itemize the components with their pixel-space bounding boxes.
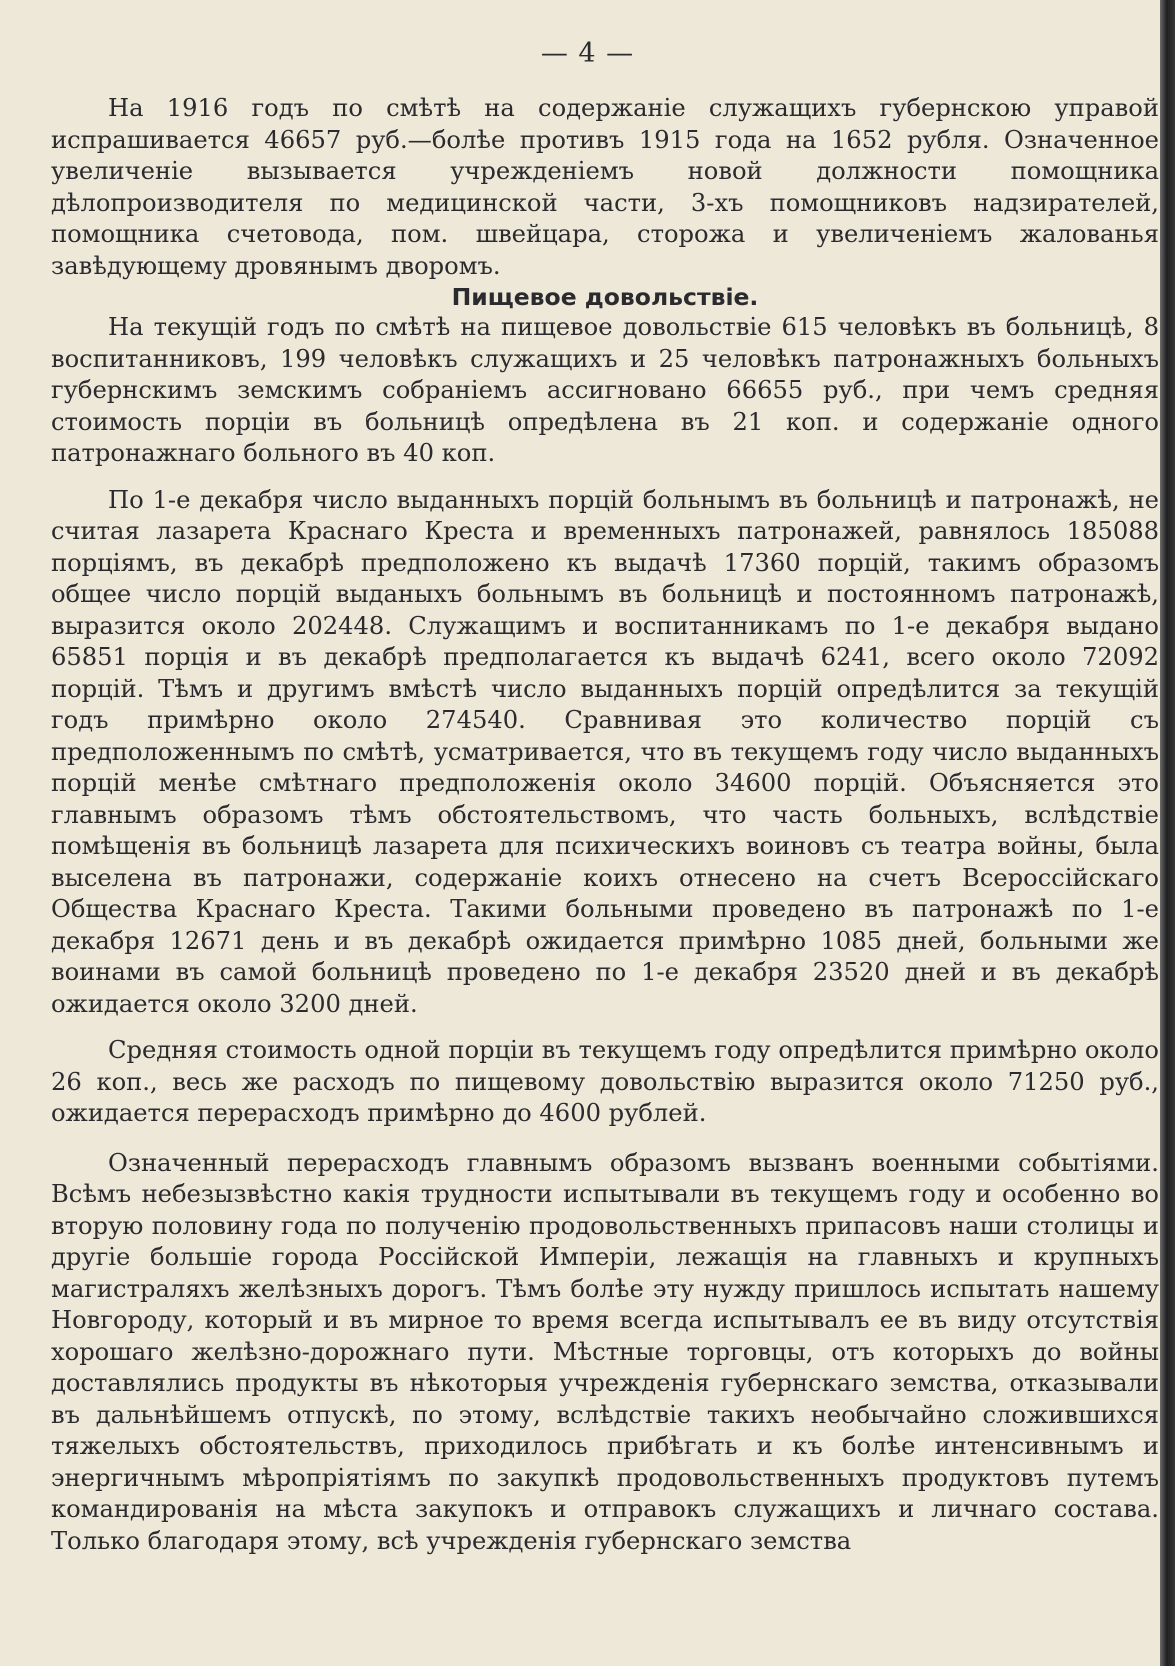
page-number: — 4 — (540, 38, 635, 69)
section-heading: Пищевое довольствіе. (451, 283, 759, 311)
paragraph-staff-salaries: На 1916 годъ по смѣтѣ на содержаніе служащихъ губернскою управой испрашивается 46657 руб.—болѣе противъ 1915 года на 1652 рубля. Означенное увеличеніе вызывается учрежденіемъ новой должности помощника дѣлопроизводителя по медицинской части, 3-хъ помощниковъ надзирателей, помощника счетовода, пом. швейцара, сторожа и увеличеніемъ жалованья завѣдующему дровянымъ дворомъ. (51, 94, 1159, 280)
book-binding-edge (1160, 0, 1175, 1666)
document-body (51, 93, 1159, 1557)
paragraph-portions-issued: По 1-е декабря число выданныхъ порцій больнымъ въ больницѣ и патронажѣ, не считая лазарета Краснаго Креста и временныхъ патронажей, равнялось 185088 порціямъ, въ декабрѣ предположено къ выдачѣ 17360 порцій, такимъ образомъ общее число порцій выданыхъ больнымъ въ больницѣ и постоянномъ патронажѣ, выразится около 202448. Служащимъ и воспитанникамъ по 1-е декабря выдано 65851 порція и въ декабрѣ предполагается къ выдачѣ 6241, всего около 72092 порцій. Тѣмъ и другимъ вмѣстѣ число выданныхъ порцій опредѣлится за текущій годъ примѣрно около 274540. Сравнивая это количество порцій съ предположеннымъ по смѣтѣ, усматривается, что въ текущемъ году число выданныхъ порцій менѣе смѣтнаго предположенія около 34600 порцій. Объясняется это главнымъ образомъ тѣмъ обстоятельствомъ, что часть больныхъ, вслѣдствіе помѣщенія въ больницѣ лазарета для психическихъ воиновъ съ театра войны, была выселена въ патронажи, содержаніе коихъ отнесено на счетъ Всероссійскаго Общества Краснаго Креста. Такими больными проведено въ патронажѣ по 1-е декабря 12671 день и въ декабрѣ ожидается примѣрно 1085 дней, больными же воинами въ самой больницѣ проведено по 1-е декабря 23520 дней и въ декабрѣ ожидается около 3200 дней. (51, 485, 1159, 1018)
paragraph-portion-cost: Средняя стоимость одной порціи въ текущемъ году опредѣлится примѣрно около 26 коп., весь же расходъ по пищевому довольствію выразится около 71250 руб., ожидается перерасходъ примѣрно до 4600 рублей. (51, 1036, 1159, 1127)
paragraph-food-budget: На текущій годъ по смѣтѣ на пищевое довольствіе 615 человѣкъ въ больницѣ, 8 воспитанниковъ, 199 человѣкъ служащихъ и 25 человѣкъ патронажныхъ больныхъ губернскимъ земскимъ собраніемъ ассигновано 66655 руб., при чемъ средняя стоимость порціи въ больницѣ опредѣлена въ 21 коп. и содержаніе одного патронажнаго больного въ 40 коп. (51, 313, 1159, 467)
paragraph-overspending: Означенный перерасходъ главнымъ образомъ вызванъ военными событіями. Всѣмъ небезызвѣстно какія трудности испытывали въ текущемъ году и особенно во вторую половину года по полученію продовольственныхъ припасовъ наши столицы и другіе большіе города Россійской Имперіи, лежащія на главныхъ и крупныхъ магистраляхъ желѣзныхъ дорогъ. Тѣмъ болѣе эту нужду пришлось испытать нашему Новгороду, который и въ мирное то время всегда испытывалъ ее въ виду отсутствія хорошаго желѣзно-дорожнаго пути. Мѣстные торговцы, отъ которыхъ до войны доставлялись продукты въ нѣкоторыя учрежденія губернскаго земства, отказывали въ дальнѣйшемъ отпускѣ, по этому, вслѣдствіе такихъ необычайно сложившихся тяжелыхъ обстоятельствъ, приходилось прибѣгать и къ болѣе интенсивнымъ и энергичнымъ мѣропріятіямъ по закупкѣ продовольственныхъ продуктовъ путемъ командированія на мѣста закупокъ и отправокъ служащихъ и личнаго состава. Только благодаря этому, всѣ учрежденія губернскаго земства (51, 1148, 1159, 1555)
